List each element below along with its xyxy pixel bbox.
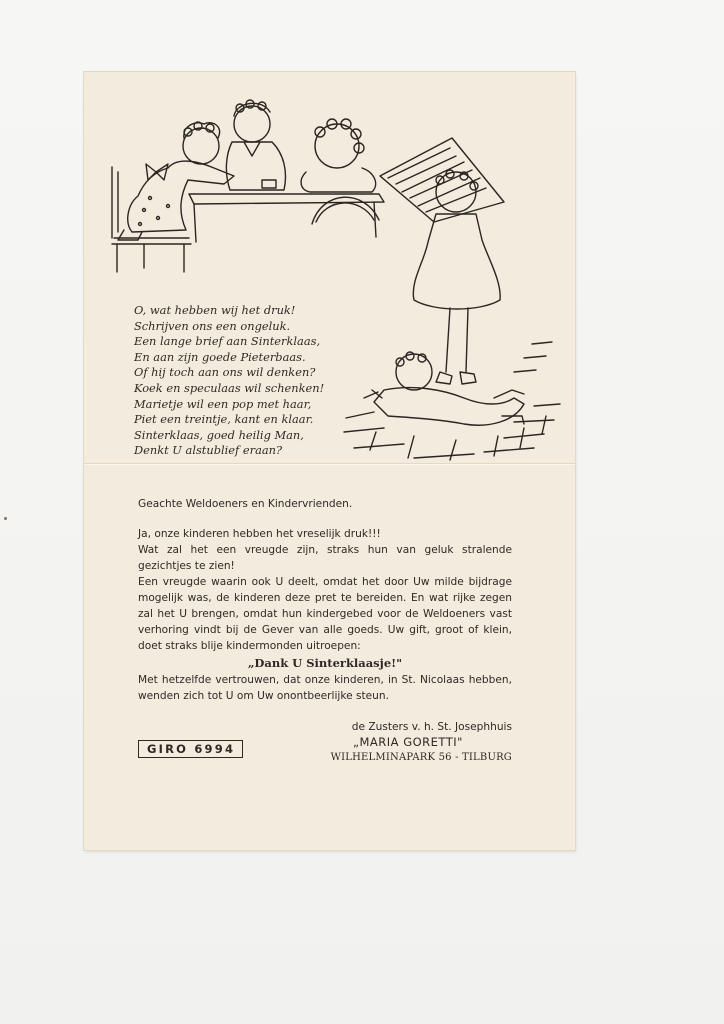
fold-line [84,463,575,464]
letter-paragraph: Een vreugde waarin ook U deelt, omdat het door Uw milde bijdrage mogelijk was, de kinderen deze pret te bereiden. En wat rijke zegen zal het U brengen, omdat hun kindergebed voor de Weldoeners vast verhoring vindt bij de Gever van alle goeds. Uw gift, groot of klein, doet straks blije kindermonden uitroepen: [138,576,512,652]
poem-line: Denkt U alstublief eraan? [134,443,283,458]
letter-greeting: Geachte Weldoeners en Kindervrienden. [138,498,353,510]
thanks-exclamation: „Dank U Sinterklaasje!" [247,656,403,670]
letter-paragraph: Wat zal het een vreugde zijn, straks hun van geluk stralende gezichtjes te zien! [138,544,512,572]
poem-line: En aan zijn goede Pieterbaas. [134,349,306,364]
institution-address: WILHELMINAPARK 56 - TILBURG [330,752,512,763]
institution-name: „MARIA GORETTI" [353,735,463,749]
poem-line: Een lange brief aan Sinterklaas, [134,334,321,349]
poem-line: Piet een treintje, kant en klaar. [134,412,314,427]
letter-paragraph: Ja, onze kinderen hebben het vreselijk druk!!! [138,528,381,540]
poem-line: Sinterklaas, goed heilig Man, [134,427,304,442]
paper-speck [4,517,7,520]
signature-block [304,720,512,765]
signature-line: de Zusters v. h. St. Josephhuis [351,721,512,733]
poem-line: Koek en speculaas wil schenken! [134,380,325,395]
giro-number-box: GIRO 6994 [138,740,243,758]
poem-line: Of hij toch aan ons wil denken? [134,365,316,380]
poem-line: Marietje wil een pop met haar, [134,396,312,411]
flyer-card [84,72,575,850]
poem-line: O, wat hebben wij het druk! [134,303,296,317]
letter-body [138,496,512,704]
poem-line: Schrijven ons een ongeluk. [134,318,291,333]
letter-paragraph: Met hetzelfde vertrouwen, dat onze kinderen, in St. Nicolaas hebben, wenden zich tot U om Uw onontbeerlijke steun. [138,674,512,702]
sinterklaas-poem [134,303,394,459]
